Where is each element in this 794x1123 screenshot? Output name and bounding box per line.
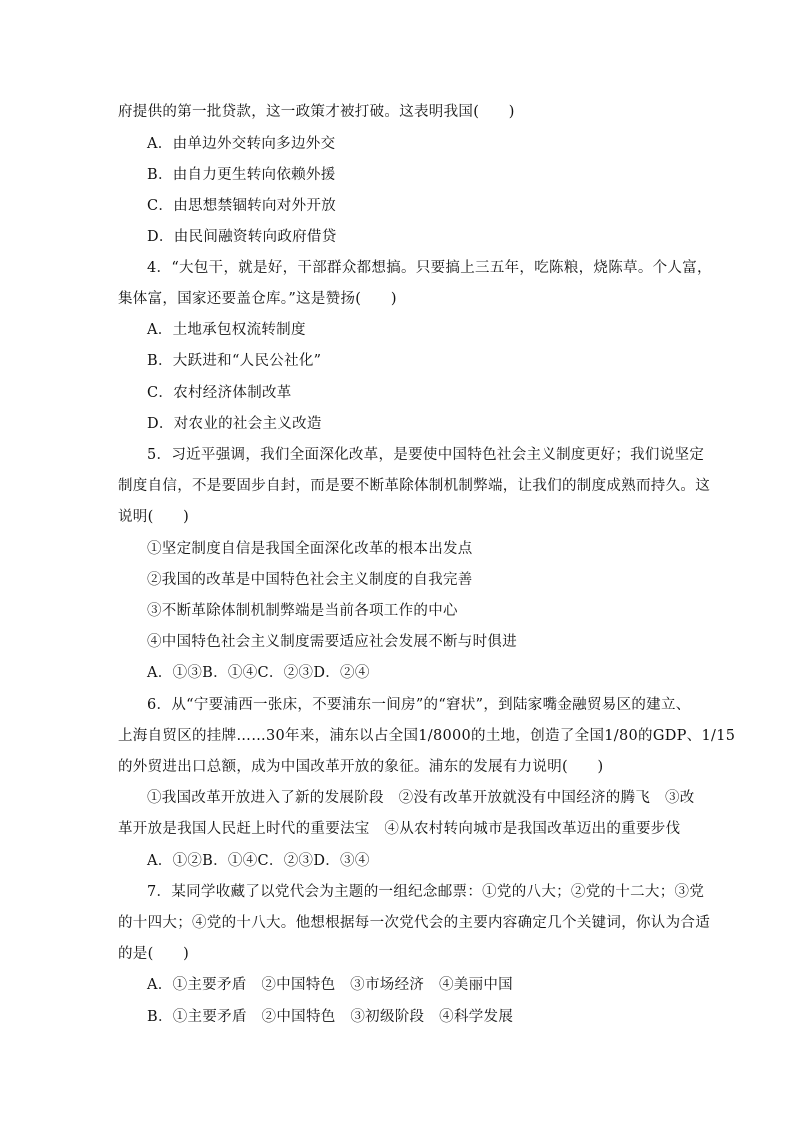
- q3-stem-continuation: 府提供的第一批贷款，这一政策才被打破。这表明我国( ): [118, 104, 515, 120]
- q6-stem-line-2: 上海自贸区的挂牌……30年来，浦东以占全国1/8000的土地，创造了全国1/80的GDP、1/15: [118, 728, 736, 744]
- q3-option-c: C．由思想禁锢转向对外开放: [147, 198, 336, 214]
- q4-option-d: D．对农业的社会主义改造: [147, 416, 322, 432]
- q4-option-c: C．农村经济体制改革: [147, 385, 292, 401]
- q4-option-a: A．土地承包权流转制度: [147, 322, 306, 338]
- q3-option-b: B．由自力更生转向依赖外援: [147, 167, 336, 183]
- q5-options: A．①③B．①④C．②③D．②④: [147, 665, 370, 681]
- q5-statement-3: ③不断革除体制机制弊端是当前各项工作的中心: [147, 603, 458, 619]
- q5-statement-2: ②我国的改革是中国特色社会主义制度的自我完善: [147, 572, 473, 588]
- q6-stem-line-3: 的外贸进出口总额，成为中国改革开放的象征。浦东的发展有力说明( ): [118, 759, 604, 775]
- q5-stem-line-1: 5．习近平强调，我们全面深化改革，是要使中国特色社会主义制度更好；我们说坚定: [147, 447, 705, 463]
- q6-stem-line-1: 6．从“宁要浦西一张床，不要浦东一间房”的“窘状”，到陆家嘴金融贸易区的建立、: [147, 697, 691, 713]
- q4-stem-line-2: 集体富，国家还要盖仓库。”这是赞扬( ): [118, 291, 397, 307]
- q4-stem-line-1: 4．“大包干，就是好，干部群众都想搞。只要搞上三五年，吃陈粮，烧陈草。个人富，: [147, 260, 712, 276]
- q3-option-d: D．由民间融资转向政府借贷: [147, 229, 337, 245]
- q7-stem-line-1: 7．某同学收藏了以党代会为主题的一组纪念邮票：①党的八大；②党的十二大；③党: [147, 884, 705, 900]
- q5-stem-line-2: 制度自信，不是要固步自封，而是要不断革除体制机制弊端，让我们的制度成熟而持久。这: [118, 478, 710, 494]
- q5-stem-line-3: 说明( ): [118, 509, 190, 525]
- q6-statements-line-2: 革开放是我国人民赶上时代的重要法宝 ④从农村转向城市是我国改革迈出的重要步伐: [118, 821, 681, 837]
- q5-statement-1: ①坚定制度自信是我国全面深化改革的根本出发点: [147, 541, 473, 557]
- q5-statement-4: ④中国特色社会主义制度需要适应社会发展不断与时俱进: [147, 634, 517, 650]
- q7-option-b: B．①主要矛盾 ②中国特色 ③初级阶段 ④科学发展: [147, 1009, 514, 1025]
- q6-options: A．①②B．①④C．②③D．③④: [147, 853, 370, 869]
- q7-stem-line-2: 的十四大；④党的十八大。他想根据每一次党代会的主要内容确定几个关键词，你认为合适: [118, 915, 710, 931]
- q7-option-a: A．①主要矛盾 ②中国特色 ③市场经济 ④美丽中国: [147, 977, 513, 993]
- q3-option-a: A．由单边外交转向多边外交: [147, 136, 336, 152]
- q6-statements-line-1: ①我国改革开放进入了新的发展阶段 ②没有改革开放就没有中国经济的腾飞 ③改: [147, 790, 695, 806]
- q7-stem-line-3: 的是( ): [118, 946, 190, 962]
- q4-option-b: B．大跃进和“人民公社化”: [147, 353, 322, 369]
